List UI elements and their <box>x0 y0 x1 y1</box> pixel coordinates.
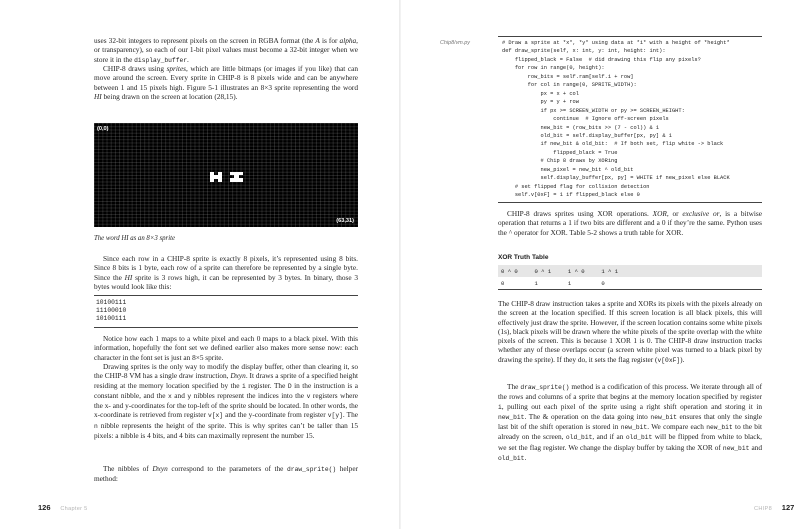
paragraph <box>498 209 762 237</box>
text-run: The nibbles of <box>103 464 153 473</box>
inline-code: x <box>167 392 172 400</box>
table-header-cell: 1 ^ 0 <box>565 265 598 277</box>
text-run: CHIP-8 draws sprites using XOR operations. <box>507 209 653 218</box>
binary-line: 10100111 <box>96 315 127 322</box>
text-run: ensures that only the single last bit of the shift operation is stored in <box>498 411 762 431</box>
text-run: . The <box>342 410 358 420</box>
emphasis-text: Dxyn <box>230 371 246 381</box>
inline-code: v[0xF] <box>657 356 681 364</box>
code-line: # Chip 8 draws by XORing <box>502 158 618 165</box>
text-run: . <box>524 452 527 462</box>
text-run: . The & operation on the data going into <box>524 411 651 421</box>
code-line: flipped_black = True <box>502 149 618 156</box>
text-run: CHIP-8 draws using <box>103 64 167 73</box>
emphasis-text: A <box>315 36 320 45</box>
inline-code: v[y] <box>327 412 343 420</box>
inline-code: D <box>287 382 292 390</box>
inline-code: n <box>94 422 98 430</box>
inline-code: old_bit <box>625 434 653 442</box>
text-run: will be flipped from white to black, we set the flag register. We change the display buffer by taking the XOR of <box>498 432 763 452</box>
paragraph <box>94 464 358 484</box>
code-line: # Draw a sprite at *x*, *y* using data at *i* with a height of *height* <box>502 40 730 46</box>
inline-code: new_bit <box>650 413 677 421</box>
text-run: and the y-coordinate from register <box>223 410 328 420</box>
table-row <box>498 277 762 290</box>
text-run: register. The <box>245 380 288 390</box>
sprite-pixel <box>218 178 222 182</box>
paragraph <box>94 362 358 440</box>
inline-code: new_bit <box>722 444 750 452</box>
text-run: being drawn on the screen at location (28,15). <box>101 91 238 101</box>
text-run: helper method: <box>94 464 358 484</box>
inline-code: display_buffer <box>134 56 188 64</box>
code-line: # set flipped flag for collision detection <box>502 183 650 190</box>
page-footer <box>38 503 88 512</box>
table-cell: 0 <box>598 277 762 290</box>
emphasis-text: Dxyn <box>152 464 168 473</box>
code-line: py = y + row <box>502 99 579 106</box>
inline-code: draw_sprite() <box>520 384 570 391</box>
code-line: old_bit = self.display_buffer[px, py] & 1 <box>502 132 672 139</box>
chapter-label: CHIP8 <box>754 506 772 512</box>
page-number: 127 <box>781 503 795 512</box>
table-header-cell: 0 ^ 0 <box>498 265 531 277</box>
chapter-label: Chapter 5 <box>60 506 88 512</box>
code-line: if px >= SCREEN_WIDTH or py >= SCREEN_HEIGHT: <box>502 107 685 114</box>
text-run: registers where the x- and y-coordinates for the top-left of the sprite should be located. In other words, the x-coordinate is retrieved from register <box>94 390 358 420</box>
text-run: and <box>171 390 188 400</box>
inline-code: new_bit <box>498 413 525 421</box>
table-cell: 1 <box>531 277 564 290</box>
text-run: , and if an <box>592 432 626 442</box>
inline-code: i <box>498 403 502 411</box>
table-header-cell: 1 ^ 1 <box>598 265 762 277</box>
paragraph <box>94 254 358 291</box>
text-run: , which are little bitmaps (or images if you like) that can move around the screen. Every sprite in CHIP-8 is 8 pixels wide and can be anywhere between 1 and 15 pixels high. Figure 5-1 illustrates an 8×3 sprite representing the word <box>94 64 358 92</box>
paragraph <box>498 382 762 463</box>
xor-truth-table <box>498 265 762 290</box>
text-run: in the instruction is a constant nibble, and the <box>94 380 358 400</box>
emphasis-text: XOR <box>652 209 667 218</box>
text-run: , pulling out each pixel of the sprite using a right shift operation and storing it in <box>501 401 762 411</box>
code-line: row_bits = self.ram[self.i + row] <box>502 73 634 80</box>
inline-code: new_bit <box>706 424 733 431</box>
inline-code: new_bit <box>620 424 648 431</box>
table-header-row <box>498 265 762 277</box>
code-line: for col in range(0, SPRITE_WIDTH): <box>502 82 637 89</box>
sprite-figure <box>94 123 358 227</box>
text-run: . We compare each <box>647 422 707 431</box>
sprite-pixel <box>238 172 242 176</box>
code-line: for row in range(0, height): <box>502 65 605 72</box>
inline-code: old_bit <box>565 434 593 442</box>
text-run: . It draws a sprite of a specified height residing at the memory location specified by the <box>94 371 358 390</box>
emphasis-text: sprites <box>166 64 187 73</box>
table-header-cell: 0 ^ 1 <box>531 265 564 277</box>
text-run: nibbles represent the indices into the <box>191 390 307 400</box>
inline-code: draw_sprite() <box>287 466 337 473</box>
emphasis-text: exclusive or <box>682 209 720 218</box>
inline-code: v[x] <box>207 412 224 420</box>
text-run: The CHIP-8 draw instruction takes a sprite and XORs its pixels with the pixels already on the screen at the location specified. If this screen location is all black pixels, this will effectively just draw the sprite. However, if the screen location contains some white pixels (1s), black pixels will be drawn where the white pixels of the sprite overlap with the white pixels of the screen. This is because 1 XOR 1 is 0. The CHIP-8 draw instruction tracks whether any of these overlaps occur (a screen white pixel was turned to a black pixel by drawing the sprite). If they do, it sets the flag register ( <box>498 299 763 364</box>
code-line: if new_bit & old_bit: # If both set, flip white -> black <box>502 141 724 148</box>
emphasis-text: HI <box>94 91 102 101</box>
inline-code: i <box>242 382 246 390</box>
code-line: self.v[0xF] = 1 if flipped_black else 0 <box>502 192 640 199</box>
page-number: 126 <box>38 503 51 512</box>
inline-code: y <box>187 392 192 400</box>
text-run: . <box>187 54 189 64</box>
text-run: sprite is 3 rows high, it can be represented by 3 bytes. In binary, those 3 bytes would look like this: <box>94 272 358 291</box>
text-run: Drawing sprites is the only way to modify the display buffer, other than clearing it, so the CHIP-8 VM has a single draw instruction, <box>94 362 358 381</box>
code-line: flipped_black = False # did drawing this flip any pixels? <box>502 56 701 63</box>
text-run: , or <box>666 209 683 218</box>
emphasis-text: HI <box>124 272 133 282</box>
text-run: Since each row in a CHIP-8 sprite is exactly 8 pixels, it’s represented using 8 bits. Since 8 bits is 1 byte, each row of a sprite can therefore be represented by a single byte. Since the <box>94 254 358 282</box>
code-listing <box>498 36 762 203</box>
code-line: def draw_sprite(self, x: int, y: int, height: int): <box>502 48 666 55</box>
text-run: , or transparency), so each of our 1-bit pixel values must become a 32-bit integer when we store it in the <box>94 36 358 64</box>
paragraph <box>94 36 358 65</box>
table-cell: 0 <box>498 277 531 290</box>
code-line: px = x + col <box>502 90 579 97</box>
text-run: correspond to the parameters of the <box>167 464 288 473</box>
emphasis-text: alpha <box>339 36 357 45</box>
text-run: and <box>749 442 762 452</box>
paragraph <box>94 64 358 101</box>
sprite-pixel <box>210 178 214 182</box>
right-page <box>400 0 800 529</box>
paragraph <box>94 334 358 362</box>
code-line: continue # Ignore off-screen pixels <box>502 116 669 123</box>
origin-coordinate-label: (0,0) <box>97 126 109 132</box>
corner-coordinate-label: (63,31) <box>336 218 354 224</box>
text-run: uses 32-bit integers to represent pixels on the screen in RGBA format (the <box>94 36 316 45</box>
table-cell: 1 <box>565 277 598 290</box>
inline-code: v <box>306 392 311 400</box>
inline-code: old_bit <box>498 454 525 462</box>
paragraph <box>498 299 762 365</box>
code-line: new_bit = (row_bits >> (7 - col)) & 1 <box>502 124 660 131</box>
code-line: new_pixel = new_bit ^ old_bit <box>502 166 634 173</box>
code-file-label: Chip8/vm.py <box>440 40 470 46</box>
figure-caption: The word HI as an 8×3 sprite <box>94 235 175 242</box>
text-run: ). <box>680 354 685 364</box>
page-footer <box>754 503 794 512</box>
text-run: nibble represents the height of the sprite. This is why sprites can’t be taller than 15 pixels: a nibble is 4 bits, and 4 bits can maximally represent the number 15. <box>94 420 358 440</box>
text-run: to the bit already on the screen, <box>498 422 762 442</box>
code-line: self.display_buffer[px, py] = WHITE if new_pixel else BLACK <box>502 175 730 182</box>
binary-line: 10100111 <box>96 299 127 306</box>
text-run: The <box>507 382 521 391</box>
text-run: , is a bitwise operation that returns a 1 if two bits are different and a 0 if they’re the same. Python uses the ^ operator for XOR. Table 5-2 shows a truth table for XOR. <box>498 209 762 237</box>
binary-listing <box>94 295 358 328</box>
text-run: method is a codification of this process. We iterate through all of the rows and columns of a sprite that begins at the memory location specified by register <box>498 382 762 402</box>
table-title: XOR Truth Table <box>498 254 549 261</box>
binary-line: 11100010 <box>96 307 127 314</box>
text-run: Notice how each 1 maps to a white pixel and each 0 maps to a black pixel. With this information, hopefully the font set we defined earlier also makes more sense now: each character in the font set is just an 8×5 sprite. <box>94 334 358 362</box>
text-run: is for <box>319 36 340 45</box>
sprite-pixel <box>238 178 242 182</box>
